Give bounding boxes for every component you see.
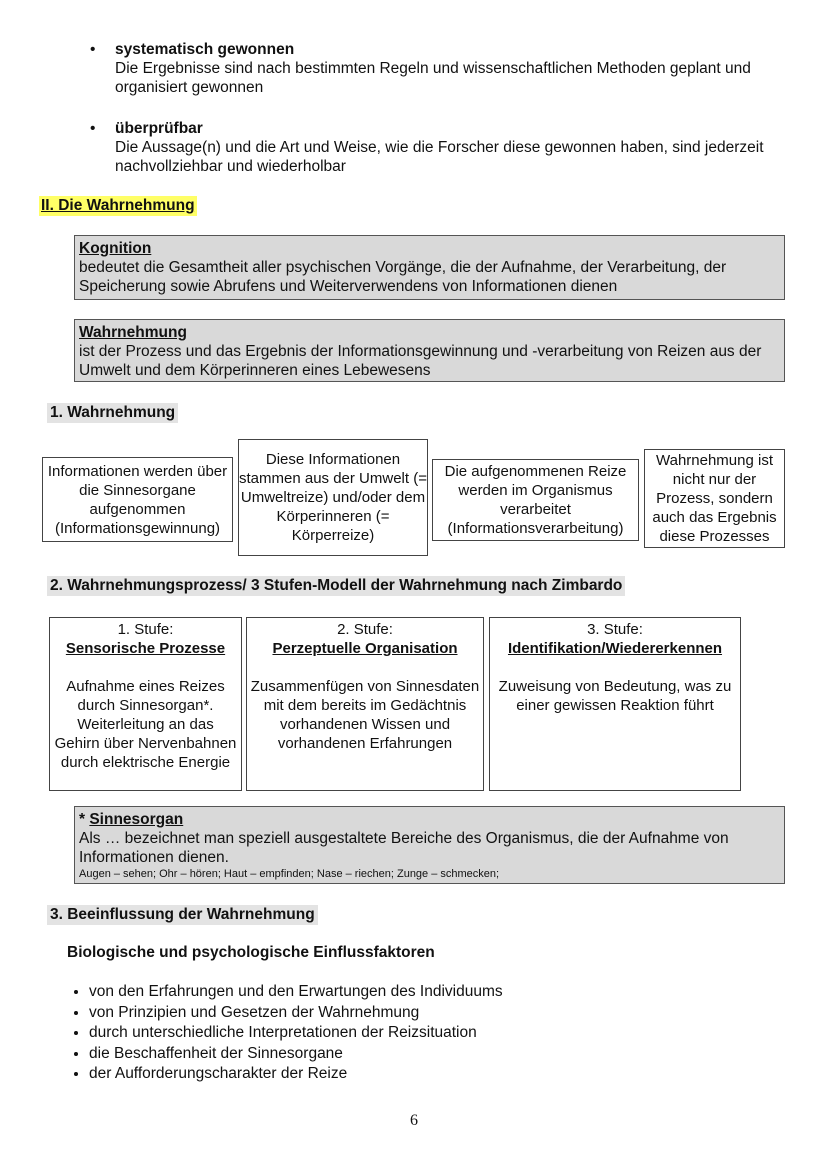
stage-title: Perzeptuelle Organisation	[272, 640, 458, 657]
stage-text: Zusammenfügen von Sinnesdaten mit dem bereits im Gedächtnis vorhandenen Wissen und vorhandenen Erfahrungen	[250, 678, 480, 752]
intro-bullet	[90, 119, 770, 176]
intro-bullet	[90, 40, 770, 97]
note-text: Als … bezeichnet man speziell ausgestaltete Bereiche des Organismus, die der Aufnahme von Informationen dienen.	[79, 830, 729, 866]
perception-box-text: Informationen werden über die Sinnesorgane aufgenommen (Informationsgewinnung)	[47, 462, 228, 537]
perception-box-text: Die aufgenommenen Reize werden im Organismus verarbeitet (Informationsverarbeitung)	[444, 463, 627, 537]
note-small-text: Augen – sehen; Ohr – hören; Haut – empfinden; Nase – riechen; Zunge – schmecken;	[79, 868, 500, 880]
bullet-icon: •	[90, 120, 96, 137]
perception-box	[644, 449, 785, 548]
section-heading-3: 3. Beeinflussung der Wahrnehmung	[47, 905, 318, 925]
definition-term: Kognition	[79, 240, 152, 257]
chapter-heading: II. Die Wahrnehmung	[41, 197, 195, 214]
bullet-icon: •	[90, 41, 96, 58]
bullet-title: überprüfbar	[115, 120, 203, 137]
stage-box-1	[49, 617, 242, 791]
note-term: Sinnesorgan	[89, 811, 184, 828]
sinnesorgan-note-box	[74, 806, 785, 884]
list-item: • durch unterschiedliche Interpretationen der Reizsituation	[89, 1023, 689, 1044]
stage-title: Identifikation/Wiedererkennen	[507, 640, 723, 657]
stage-title: Sensorische Prozesse	[65, 640, 226, 657]
stage-box-2	[246, 617, 484, 791]
list-item: • die Beschaffenheit der Sinnesorgane	[89, 1044, 689, 1065]
bullet-text: Die Aussage(n) und die Art und Weise, wie die Forscher diese gewonnen haben, sind jederzeit nachvollziehbar und wiederholbar	[115, 139, 764, 175]
definition-box-kognition	[74, 235, 785, 300]
stage-number: 1. Stufe:	[117, 621, 174, 638]
perception-box	[42, 457, 233, 542]
section-subheading: Biologische und psychologische Einflussfaktoren	[67, 944, 435, 961]
stage-number: 3. Stufe:	[587, 621, 643, 638]
perception-box-text: Diese Informationen stammen aus der Umwelt (= Umweltreize) und/oder dem Körperinneren (= Körperreize)	[239, 451, 427, 544]
stage-number: 2. Stufe:	[337, 621, 393, 638]
stage-box-3	[489, 617, 741, 791]
bullet-text: Die Ergebnisse sind nach bestimmten Regeln und wissenschaftlichen Methoden geplant und organisiert gewonnen	[115, 60, 751, 96]
list-item: • der Aufforderungscharakter der Reize	[89, 1064, 689, 1085]
list-item: • von den Erfahrungen und den Erwartungen des Individuums	[89, 982, 689, 1003]
perception-box	[238, 439, 428, 556]
page-number: 6	[410, 1112, 418, 1129]
list-item: • von Prinzipien und Gesetzen der Wahrnehmung	[89, 1003, 689, 1024]
section-heading-1: 1. Wahrnehmung	[47, 403, 178, 423]
definition-text: bedeutet die Gesamtheit aller psychischen Vorgänge, die der Aufnahme, der Verarbeitung, der Speicherung sowie Abrufens und Weiterverwendens von Informationen dienen	[79, 259, 727, 295]
perception-box-text: Wahrnehmung ist nicht nur der Prozess, sondern auch das Ergebnis diese Prozesses	[652, 452, 777, 545]
section-heading-2: 2. Wahrnehmungsprozess/ 3 Stufen-Modell der Wahrnehmung nach Zimbardo	[47, 576, 625, 596]
perception-box	[432, 459, 639, 541]
bullet-title: systematisch gewonnen	[115, 41, 295, 58]
stage-text: Zuweisung von Bedeutung, was zu einer gewissen Reaktion führt	[498, 678, 732, 714]
stage-text: Aufnahme eines Reizes durch Sinnesorgan*. Weiterleitung an das Gehirn über Nervenbahnen durch elektrische Energie	[54, 678, 237, 771]
definition-term: Wahrnehmung	[79, 324, 187, 341]
definition-text: ist der Prozess und das Ergebnis der Informationsgewinnung und -verarbeitung von Reizen aus der Umwelt und dem Körperinneren eines Lebewesens	[79, 343, 762, 379]
definition-box-wahrnehmung	[74, 319, 785, 382]
note-star: *	[79, 811, 90, 828]
influence-list	[47, 982, 689, 1085]
